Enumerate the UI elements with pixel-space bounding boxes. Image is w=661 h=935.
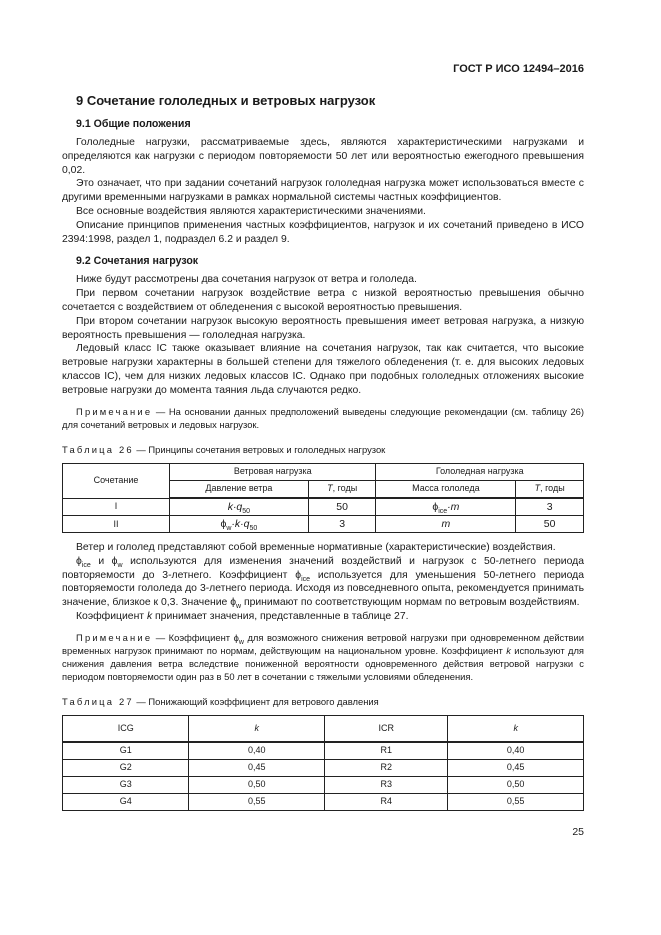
table-row: G1 0,40 R1 0,40 [63,742,584,760]
header-cell: Давление ветра [170,480,309,498]
paragraph: Ветер и гололед представляют собой временные нормативные (характеристические) воздействия. [76,542,556,554]
note: Примечание — Коэффициент $\phi_w$ для возможного снижения ветровой нагрузки при одновременном действии временных нагрузок принимают по нормам, действующим на национальном уровне. Коэффициент k используют для снижения давления ветра вследствие пониженной вероятности одновременного действия ветровой нагрузки с периодом повторяемости один раз в 50 лет в сочетании с тяжелыми условиями обледенения. [62,631,584,682]
paragraph: Ниже будут рассмотрены два сочетания нагрузок от ветра и гололеда. [76,274,417,286]
table-row [63,516,584,533]
page-number: 25 [572,825,584,838]
table-caption [62,695,584,708]
table-row: G2 0,45 R2 0,45 [63,759,584,776]
cell: m [376,516,516,533]
table-27 [62,715,584,811]
document-header: ГОСТ Р ИСО 12494–2016 [453,63,584,75]
paragraph: Коэффициент k принимает значения, представленные в таблице 27. [76,611,409,623]
cell: I [63,498,170,516]
paragraph: Описание принципов применения частных коэффициентов, нагрузок и их сочетаний приведено в ИСО 2394:1998, раздел 1, подраздел 6.2 и раздел 9. [62,219,584,245]
cell: $\phi_w\cdot k\cdot q_{50}$ [170,516,309,533]
note [62,405,584,431]
header-cell: k [448,715,584,742]
header-cell: Гололедная нагрузка [376,463,584,480]
header-cell: Ветровая нагрузка [170,463,376,480]
table-row [63,498,584,516]
caption-text: — Принципы сочетания ветровых и гололедных нагрузок [133,443,386,455]
caption-text: — Понижающий коэффициент для ветрового давления [133,695,379,707]
cell: 3 [516,498,584,516]
subsection-title: 9.2 Сочетания нагрузок [76,255,199,268]
paragraph: Ледовый класс IC также оказывает влияние на сочетания нагрузок, так как считается, что высокие ветровые нагрузки характерны в большей степени для тяжелого обледенения (т. е. для высоких ледовых классов IC), чем для низких ледовых классов IC. Однако при подобных гололедных отложениях высокие ветровые нагрузки до момента таяния льда случаются редко. [62,343,584,396]
caption-label: Таблица 27 [62,695,134,707]
paragraph: $\phi_{ice}$ и $\phi_w$ используются для изменения значений воздействий и нагрузок с 50-летнего периода повторяемости до 3-летнего. Коэффициент $\phi_{ice}$ используется для уменьшения 50-летнего периода повторяемости гололеда до 3-летнего периода. Исходя из повседневного опыта, рекомендуется принимать значение, близкое к 0,3. Значение $\phi_w$ принимают по соответствующим нормам по ветровым воздействиям. [62,555,584,611]
cell: II [63,516,170,533]
header-cell: k [189,715,325,742]
note-label: Примечание [76,405,153,417]
cell: $\phi_{ice}\cdot m$ [376,498,516,516]
table-row: G4 0,55 R4 0,55 [63,793,584,810]
table-26 [62,463,584,534]
paragraph: Гололедные нагрузки, рассматриваемые здесь, являются характеристическими нагрузками и определяются как нагрузки с периодом повторяемости 50 лет или вероятностью ежегодного превышения 0,02. [62,137,584,176]
header-cell: T, годы [308,480,376,498]
header-cell: ICR [325,715,448,742]
cell: 50 [308,498,376,516]
cell: 3 [308,516,376,533]
paragraph: Это означает, что при задании сочетаний нагрузок гололедная нагрузка может использоваться вместе с другими временными нагрузками в рамках нормальной системы частных коэффициентов. [62,178,584,204]
cell: $k\cdot q_{50}$ [170,498,309,516]
header-cell: Масса гололеда [376,480,516,498]
cell: 50 [516,516,584,533]
after-table-text [62,541,584,683]
section-title: 9 Сочетание гололедных и ветровых нагрузок [76,93,376,108]
paragraph: При втором сочетании нагрузок высокую вероятность превышения имеет ветровая нагрузка, а низкую вероятность превышения — гололедная нагрузка. [62,315,584,341]
caption-label: Таблица 26 [62,443,134,455]
header-cell: Сочетание [63,463,170,498]
table-row: G3 0,50 R3 0,50 [63,776,584,793]
note-text: — На основании данных предположений выведены следующие рекомендации (см. таблицу 26) для сочетаний ветровых и ледовых нагрузок. [62,405,584,430]
paragraph: Все основные воздействия являются характеристическими значениями. [76,205,426,217]
header-cell: ICG [63,715,189,742]
header-cell: T, годы [516,480,584,498]
table-caption [62,443,584,456]
section-content [62,93,584,431]
paragraph: При первом сочетании нагрузок воздействие ветра с низкой вероятностью превышения обычно сочетается с воздействием от обледенения с высокой вероятностью превышения. [62,288,584,313]
subsection-title: 9.1 Общие положения [76,118,191,130]
